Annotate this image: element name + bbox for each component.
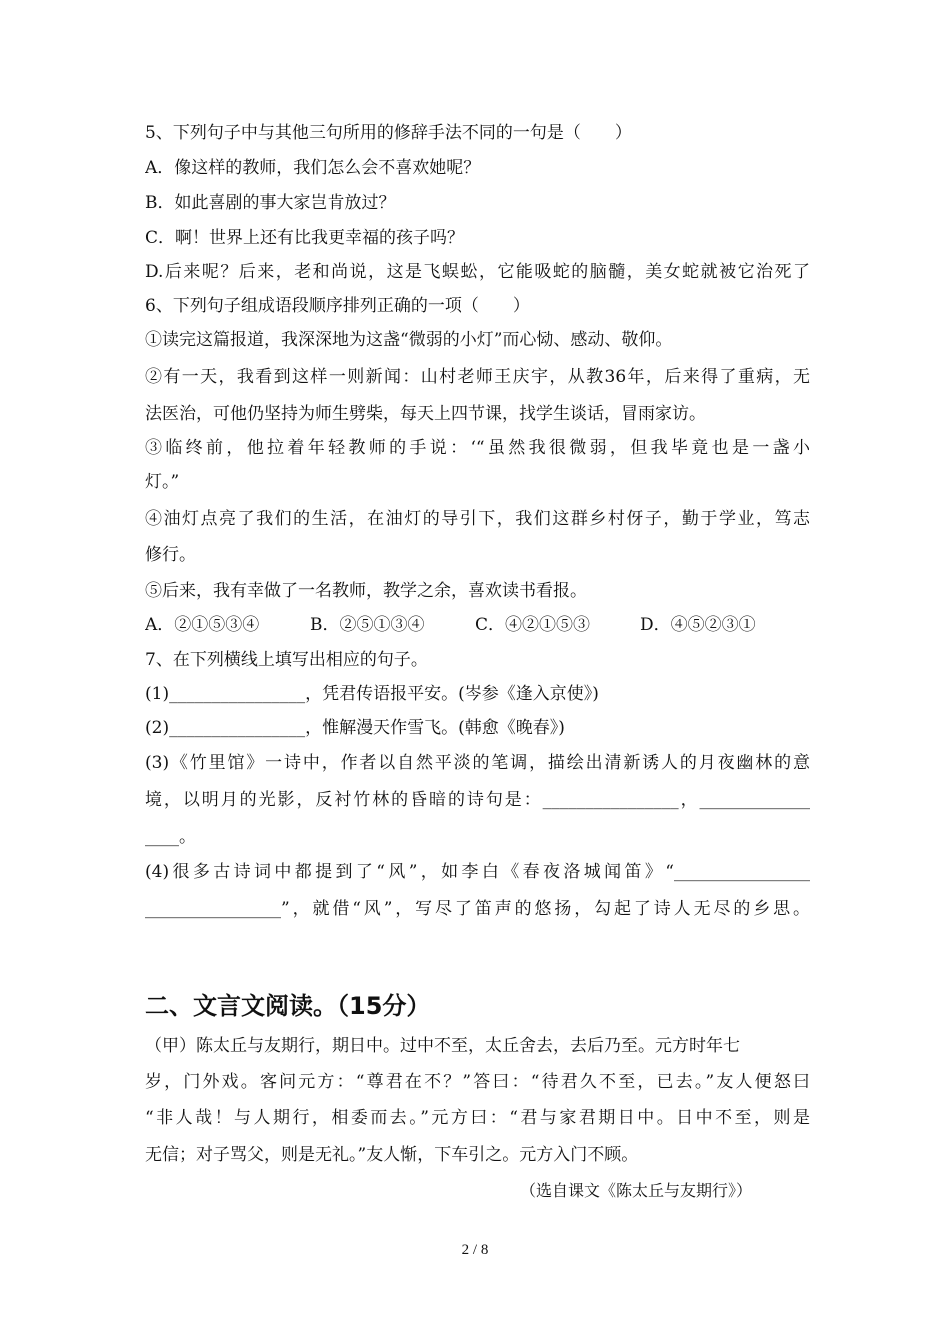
- q7-stem: 7、在下列横线上填写出相应的句子。: [145, 650, 428, 670]
- q6-sentence-3-line-1: ③临终前，他拉着年轻教师的手说：‘“虽然我很微弱，但我毕竟也是一盏小: [145, 438, 810, 458]
- q6-option-d: D．④⑤②③①: [640, 615, 756, 635]
- q6-option-b: B．②⑤①③④: [310, 615, 425, 635]
- q6-sentence-1: ①读完这篇报道，我深深地为这盏“微弱的小灯”而心恸、感动、敬仰。: [145, 330, 673, 350]
- q6-option-a: A．②①⑤③④: [145, 615, 260, 635]
- q7-part-3-line-3: ____。: [145, 827, 196, 847]
- q7-part-2: (2)________________，惟解漫天作雪飞。(韩愈《晚春》): [145, 718, 565, 738]
- q6-options: [145, 613, 810, 637]
- classical-text-line-1: （甲）陈太丘与友期行，期日中。过中不至，太丘舍去，去后乃至。元方时年七: [145, 1036, 740, 1056]
- q5-option-b: B．如此喜剧的事大家岂肯放过？: [145, 193, 396, 213]
- q7-part-1: (1)________________，凭君传语报平安。(岑参《逢入京使》): [145, 684, 599, 704]
- q5-option-c: C．啊！世界上还有比我更幸福的孩子吗？: [145, 228, 465, 248]
- text-source-citation: （选自课文《陈太丘与友期行》）: [520, 1181, 753, 1200]
- page-number: 2 / 8: [461, 1242, 489, 1258]
- classical-text-line-3: “非人哉！与人期行，相委而去。”元方曰：“君与家君期日中。日中不至，则是: [145, 1108, 810, 1128]
- q6-sentence-5: ⑤后来，我有幸做了一名教师，教学之余，喜欢读书看报。: [145, 581, 587, 601]
- q5-option-d: D.后来呢？后来，老和尚说，这是飞蜈蚣，它能吸蛇的脑髓，美女蛇就被它治死了: [145, 262, 810, 282]
- q7-part-3-line-2: 境，以明月的光影，反衬竹林的昏暗的诗句是：________________，_____________: [145, 790, 810, 810]
- q6-option-c: C．④②①⑤③: [475, 615, 591, 635]
- classical-text-line-4: 无信；对子骂父，则是无礼。”友人惭，下车引之。元方入门不顾。: [145, 1145, 639, 1165]
- q6-sentence-2-line-1: ②有一天，我看到这样一则新闻：山村老师王庆宇，从教36年，后来得了重病，无: [145, 367, 810, 387]
- q6-stem: 6、下列句子组成语段顺序排列正确的一项（ ）: [145, 296, 530, 316]
- q6-sentence-4-line-1: ④油灯点亮了我们的生活，在油灯的导引下，我们这群乡村伢子，勤于学业，笃志: [145, 509, 810, 529]
- q7-part-4-line-2: ________________”，就借“风”，写尽了笛声的悠扬，勾起了诗人无尽的乡思。: [145, 899, 810, 919]
- classical-text-line-2: 岁，门外戏。客问元方：“尊君在不？”答曰：“待君久不至，已去。”友人便怒曰: [145, 1072, 810, 1092]
- q5-stem: 5、下列句子中与其他三句所用的修辞手法不同的一句是（ ）: [145, 123, 632, 143]
- section-2-heading: 二、文言文阅读。（15分）: [145, 992, 431, 1020]
- q7-part-4-line-1: (4)很多古诗词中都提到了“风”，如李白《春夜洛城闻笛》“________________: [145, 862, 810, 882]
- q6-sentence-2-line-2: 法医治，可他仍坚持为师生劈柴，每天上四节课，找学生谈话，冒雨家访。: [145, 404, 706, 424]
- q6-sentence-3-line-2: 灯。”: [145, 472, 180, 492]
- q7-part-3-line-1: (3)《竹里馆》一诗中，作者以自然平淡的笔调，描绘出清新诱人的月夜幽林的意: [145, 753, 810, 773]
- q5-option-a: A．像这样的教师，我们怎么会不喜欢她呢？: [145, 158, 481, 178]
- q6-sentence-4-line-2: 修行。: [145, 545, 196, 565]
